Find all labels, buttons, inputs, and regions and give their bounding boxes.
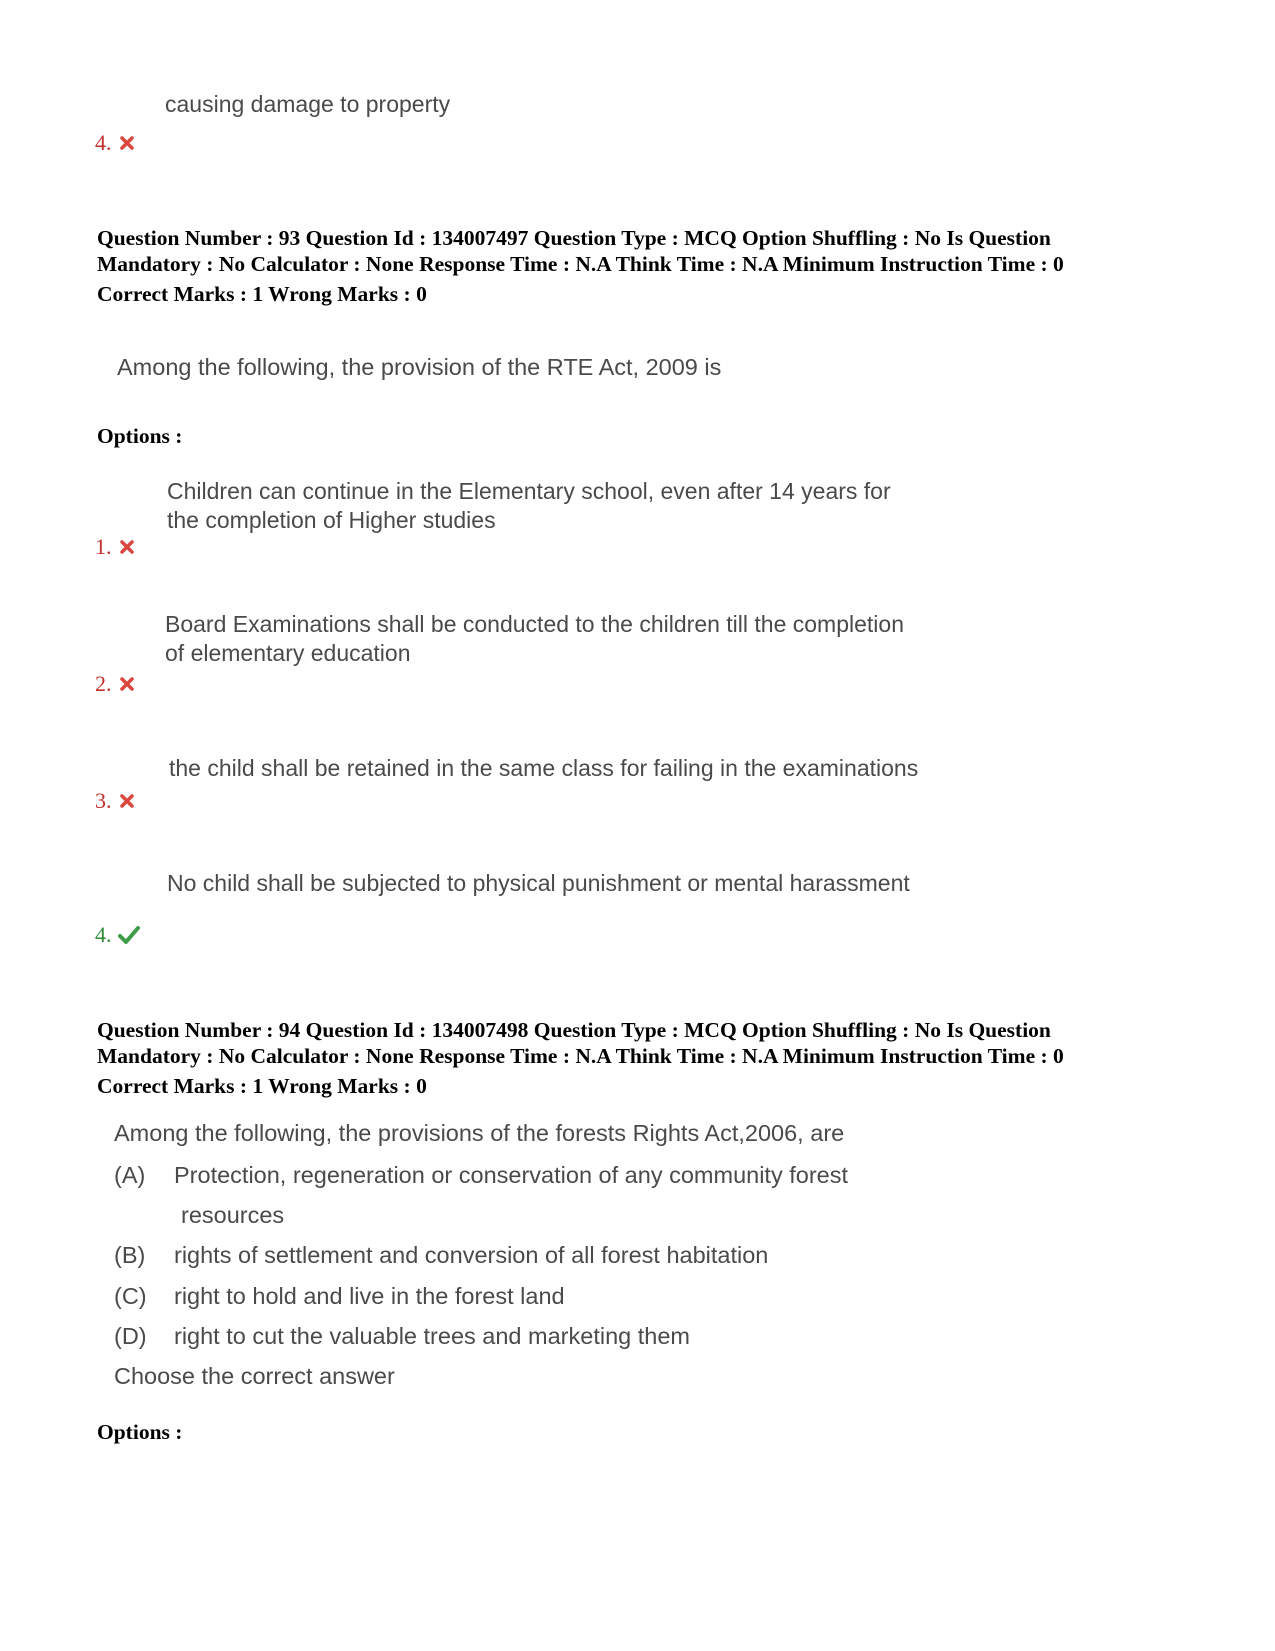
question-93-option-3-text: the child shall be retained in the same class for failing in the examinations (169, 755, 919, 781)
check-icon (118, 925, 140, 945)
question-94-item-a (114, 1160, 848, 1190)
cross-icon (118, 538, 136, 556)
question-93-option-4-text: No child shall be subjected to physical punishment or mental harassment (167, 870, 910, 896)
question-93-marks: Correct Marks : 1 Wrong Marks : 0 (97, 282, 427, 306)
item-label: (A) (114, 1162, 146, 1188)
question-93-meta-line2: Mandatory : No Calculator : None Response Time : N.A Think Time : N.A Minimum Instruction Time : 0 (97, 252, 1064, 276)
cross-icon (118, 134, 136, 152)
prev-option-4-marker (95, 131, 136, 155)
question-94-meta (97, 1017, 1227, 1069)
cross-icon (118, 792, 136, 810)
item-text: right to cut the valuable trees and marketing them (174, 1323, 690, 1349)
item-text: right to hold and live in the forest land (174, 1283, 565, 1309)
option-number: 2. (95, 671, 112, 696)
question-93-options-label: Options : (97, 424, 183, 448)
question-94-marks: Correct Marks : 1 Wrong Marks : 0 (97, 1074, 427, 1098)
question-93-stem: Among the following, the provision of the RTE Act, 2009 is (117, 354, 722, 380)
question-94-item-d (114, 1321, 690, 1351)
question-93-option-4-marker (95, 923, 140, 947)
option-number: 1. (95, 534, 112, 559)
prev-option-4-text: causing damage to property (165, 91, 451, 117)
question-94-meta-line2: Mandatory : No Calculator : None Response Time : N.A Think Time : N.A Minimum Instruction Time : 0 (97, 1044, 1064, 1068)
question-94-item-b (114, 1240, 768, 1270)
option-number: 4. (95, 922, 112, 947)
item-label: (B) (114, 1242, 146, 1268)
question-94-item-c (114, 1281, 565, 1311)
question-93-option-1-text (167, 477, 891, 535)
option-text-line: Board Examinations shall be conducted to the children till the completion (165, 611, 904, 637)
item-text: rights of settlement and conversion of all forest habitation (174, 1242, 769, 1268)
option-number: 3. (95, 788, 112, 813)
question-94-options-label: Options : (97, 1420, 183, 1444)
item-text: Protection, regeneration or conservation of any community forest (174, 1162, 849, 1188)
option-text-line: of elementary education (165, 640, 411, 666)
question-93-option-1-marker (95, 535, 136, 559)
question-93-meta (97, 225, 1227, 277)
question-94-stem: Among the following, the provisions of the forests Rights Act,2006, are (114, 1120, 845, 1146)
item-label: (D) (114, 1323, 147, 1349)
item-label: (C) (114, 1283, 147, 1309)
option-number: 4. (95, 130, 112, 155)
cross-icon (118, 675, 136, 693)
question-93-meta-line1: Question Number : 93 Question Id : 134007497 Question Type : MCQ Option Shuffling : No Is Question (97, 226, 1051, 250)
question-93-option-2-marker (95, 672, 136, 696)
question-93-option-3-marker (95, 789, 136, 813)
question-94-instruction: Choose the correct answer (114, 1363, 395, 1389)
question-94-meta-line1: Question Number : 94 Question Id : 134007498 Question Type : MCQ Option Shuffling : No Is Question (97, 1018, 1051, 1042)
question-94-item-a-continuation: resources (181, 1202, 285, 1228)
option-text-line: the completion of Higher studies (167, 507, 496, 533)
question-93-option-2-text (165, 610, 904, 668)
option-text-line: Children can continue in the Elementary school, even after 14 years for (167, 478, 891, 504)
